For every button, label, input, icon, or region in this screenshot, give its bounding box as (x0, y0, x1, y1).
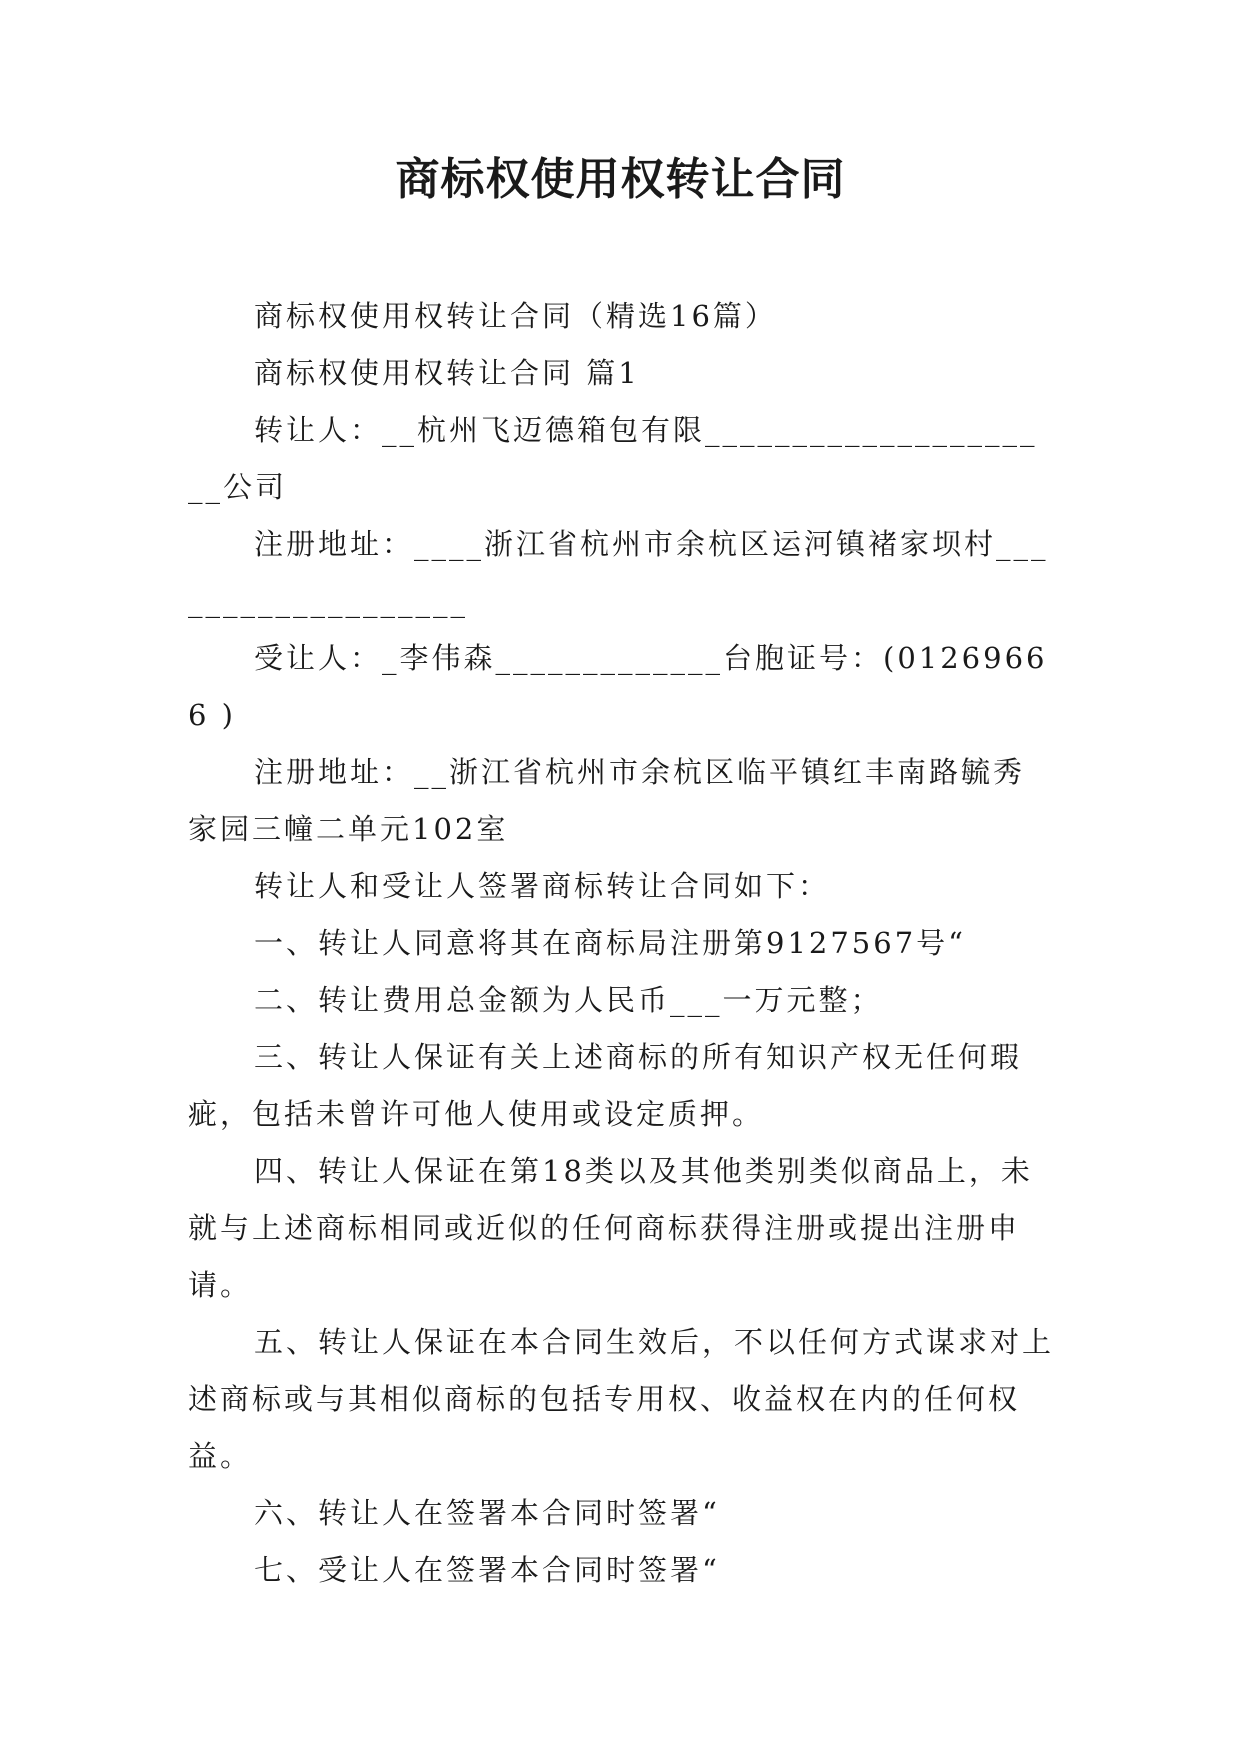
paragraph-clause-2: 二、转让费用总金额为人民币___一万元整； (254, 983, 883, 1017)
paragraph-clause-4: 四、转让人保证在第18类以及其他类别类似商品上，未就与上述商标相同或近似的任何商标获得注册或提出注册申请。 (188, 1154, 1033, 1302)
paragraph-clause-7: 七、受让人在签署本合同时签署“ (254, 1553, 720, 1587)
paragraph-clause-1: 一、转让人同意将其在商标局注册第9127567号“ (254, 926, 966, 960)
paragraph-clause-3: 三、转让人保证有关上述商标的所有知识产权无任何瑕疵，包括未曾许可他人使用或设定质押。 (188, 1040, 1023, 1131)
paragraph-clause-6: 六、转让人在签署本合同时签署“ (254, 1496, 720, 1530)
paragraph-transferor: 转让人：__杭州飞迈德箱包有限_____________________公司 (188, 413, 1038, 504)
paragraph-transferee: 受让人：_李伟森_____________台胞证号：(01269666 ) (188, 641, 1048, 732)
paragraph-clause-5: 五、转让人保证在本合同生效后，不以任何方式谋求对上述商标或与其相似商标的包括专用权、收益权在内的任何权益。 (188, 1325, 1055, 1473)
document-title: 商标权使用权转让合同 (395, 154, 846, 205)
document-body (188, 288, 1054, 1599)
paragraph-transferee-address: 注册地址：__浙江省杭州市余杭区临平镇红丰南路毓秀家园三幢二单元102室 (188, 755, 1026, 846)
paragraph-agreement-intro: 转让人和受让人签署商标转让合同如下： (254, 869, 831, 903)
paragraph-section-heading: 商标权使用权转让合同 篇1 (254, 356, 640, 390)
paragraph-transferor-address: 注册地址：____浙江省杭州市余杭区运河镇褚家坝村___________________ (188, 527, 1049, 618)
paragraph-subtitle: 商标权使用权转让合同（精选16篇） (254, 299, 777, 333)
